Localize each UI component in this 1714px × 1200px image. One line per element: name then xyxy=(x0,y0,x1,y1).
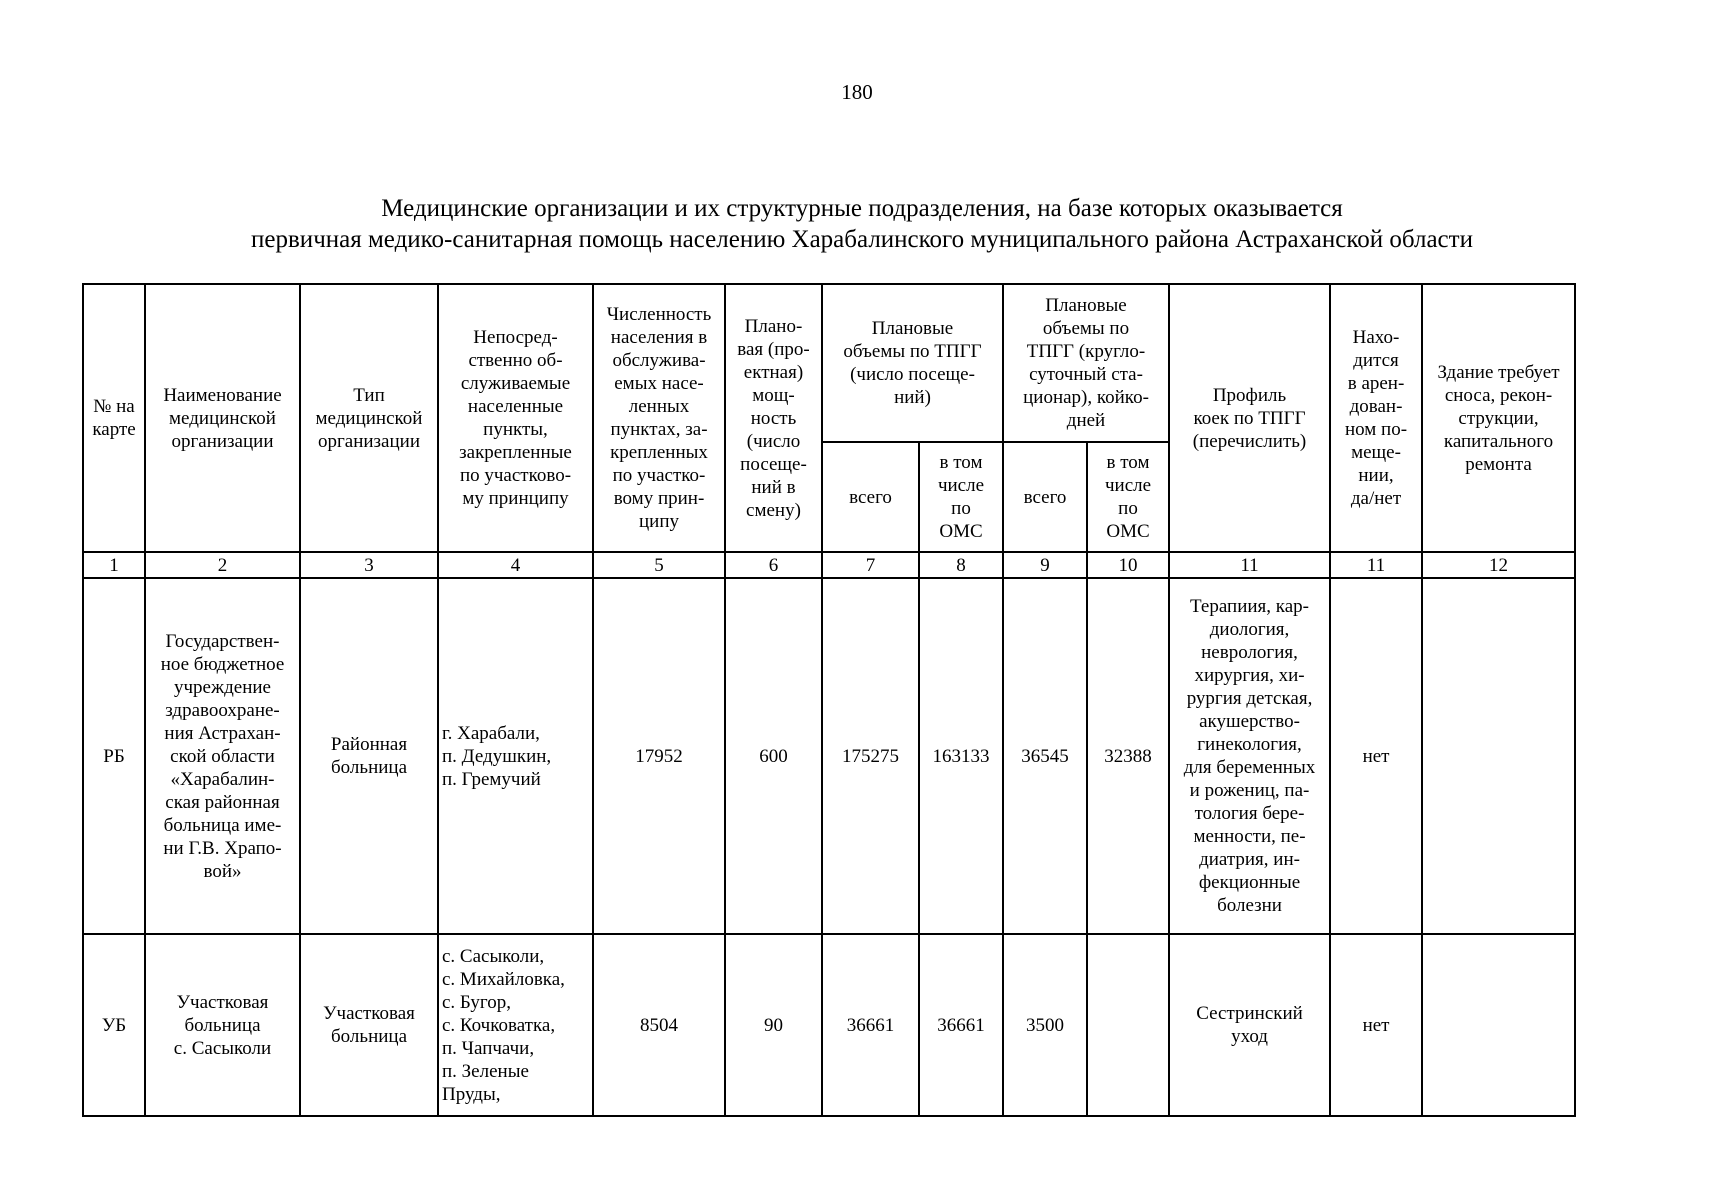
header-visits-oms: в том числе по ОМС xyxy=(919,442,1003,552)
header-org-name: Наименование медицинской организации xyxy=(145,284,300,552)
header-repair: Здание требует сноса, рекон- струкции, капитального ремонта xyxy=(1422,284,1575,552)
organizations-table-wrapper xyxy=(82,283,1574,1117)
cell-org-name: Государствен- ное бюджетное учреждение здравоохране- ния Астрахан- ской области «Харабалин- ская районная больница име- ни Г.В. Храпо- вой» xyxy=(145,578,300,934)
title-line-2: первичная медико-санитарная помощь населению Харабалинского муниципального района Астраханской области xyxy=(251,226,1473,253)
cell-visits-total: 175275 xyxy=(822,578,919,934)
column-number: 6 xyxy=(725,552,822,578)
column-number: 1 xyxy=(83,552,145,578)
column-number: 4 xyxy=(438,552,593,578)
header-capacity: Плано- вая (про- ектная) мощ- ность (число посеще- ний в смену) xyxy=(725,284,822,552)
header-beddays-total: всего xyxy=(1003,442,1087,552)
organizations-table xyxy=(82,283,1576,1117)
column-number: 8 xyxy=(919,552,1003,578)
cell-population: 17952 xyxy=(593,578,725,934)
cell-beddays-oms: 32388 xyxy=(1087,578,1169,934)
cell-map-number: УБ xyxy=(83,934,145,1116)
header-bed-profile: Профиль коек по ТПГГ (перечислить) xyxy=(1169,284,1330,552)
column-number: 12 xyxy=(1422,552,1575,578)
cell-org-type: Участковая больница xyxy=(300,934,438,1116)
cell-beddays-total: 3500 xyxy=(1003,934,1087,1116)
cell-capacity: 90 xyxy=(725,934,822,1116)
header-group-beddays: Плановые объемы по ТПГГ (кругло- суточный ста- ционар), койко- дней xyxy=(1003,284,1169,442)
header-group-visits: Плановые объемы по ТПГГ (число посеще- ний) xyxy=(822,284,1003,442)
column-number: 9 xyxy=(1003,552,1087,578)
header-visits-total: всего xyxy=(822,442,919,552)
cell-visits-oms: 163133 xyxy=(919,578,1003,934)
cell-rented: нет xyxy=(1330,934,1422,1116)
cell-localities: г. Харабали, п. Дедушкин, п. Гремучий xyxy=(438,578,593,934)
header-rented: Нахо- дится в арен- дован- ном по- меще- нии, да/нет xyxy=(1330,284,1422,552)
cell-beddays-total: 36545 xyxy=(1003,578,1087,934)
cell-bed-profile: Сестринский уход xyxy=(1169,934,1330,1116)
table-body xyxy=(83,578,1575,1116)
table-row xyxy=(83,934,1575,1116)
page-number: 180 xyxy=(841,80,873,104)
title-line-1: Медицинские организации и их структурные подразделения, на базе которых оказывается xyxy=(381,195,1343,222)
cell-repair xyxy=(1422,578,1575,934)
cell-beddays-oms xyxy=(1087,934,1169,1116)
cell-rented: нет xyxy=(1330,578,1422,934)
column-number-row xyxy=(83,552,1575,578)
column-number: 11 xyxy=(1330,552,1422,578)
table-row xyxy=(83,578,1575,934)
column-number: 2 xyxy=(145,552,300,578)
cell-visits-total: 36661 xyxy=(822,934,919,1116)
cell-bed-profile: Терапиия, кар- диология, неврология, хирургия, хи- рургия детская, акушерство- гинекология, для беременных и рожениц, па- тология бере- менности, пе- диатрия, ин- фекционные болезни xyxy=(1169,578,1330,934)
cell-org-type: Районная больница xyxy=(300,578,438,934)
cell-capacity: 600 xyxy=(725,578,822,934)
header-map-number: № на карте xyxy=(83,284,145,552)
cell-population: 8504 xyxy=(593,934,725,1116)
column-number: 3 xyxy=(300,552,438,578)
column-number: 10 xyxy=(1087,552,1169,578)
header-population: Численность населения в обслужива- емых насе- ленных пунктах, за- крепленных по участко- вому прин- ципу xyxy=(593,284,725,552)
column-number: 5 xyxy=(593,552,725,578)
header-localities: Непосред- ственно об- служиваемые населенные пункты, закрепленные по участково- му принципу xyxy=(438,284,593,552)
cell-visits-oms: 36661 xyxy=(919,934,1003,1116)
column-number: 11 xyxy=(1169,552,1330,578)
cell-org-name: Участковая больница с. Сасыколи xyxy=(145,934,300,1116)
header-org-type: Тип медицинской организации xyxy=(300,284,438,552)
cell-map-number: РБ xyxy=(83,578,145,934)
cell-repair xyxy=(1422,934,1575,1116)
document-title xyxy=(120,193,1604,255)
table-header xyxy=(83,284,1575,578)
header-beddays-oms: в том числе по ОМС xyxy=(1087,442,1169,552)
cell-localities: с. Сасыколи, с. Михайловка, с. Бугор, с. Кочковатка, п. Чапчачи, п. Зеленые Пруды, xyxy=(438,934,593,1116)
column-number: 7 xyxy=(822,552,919,578)
